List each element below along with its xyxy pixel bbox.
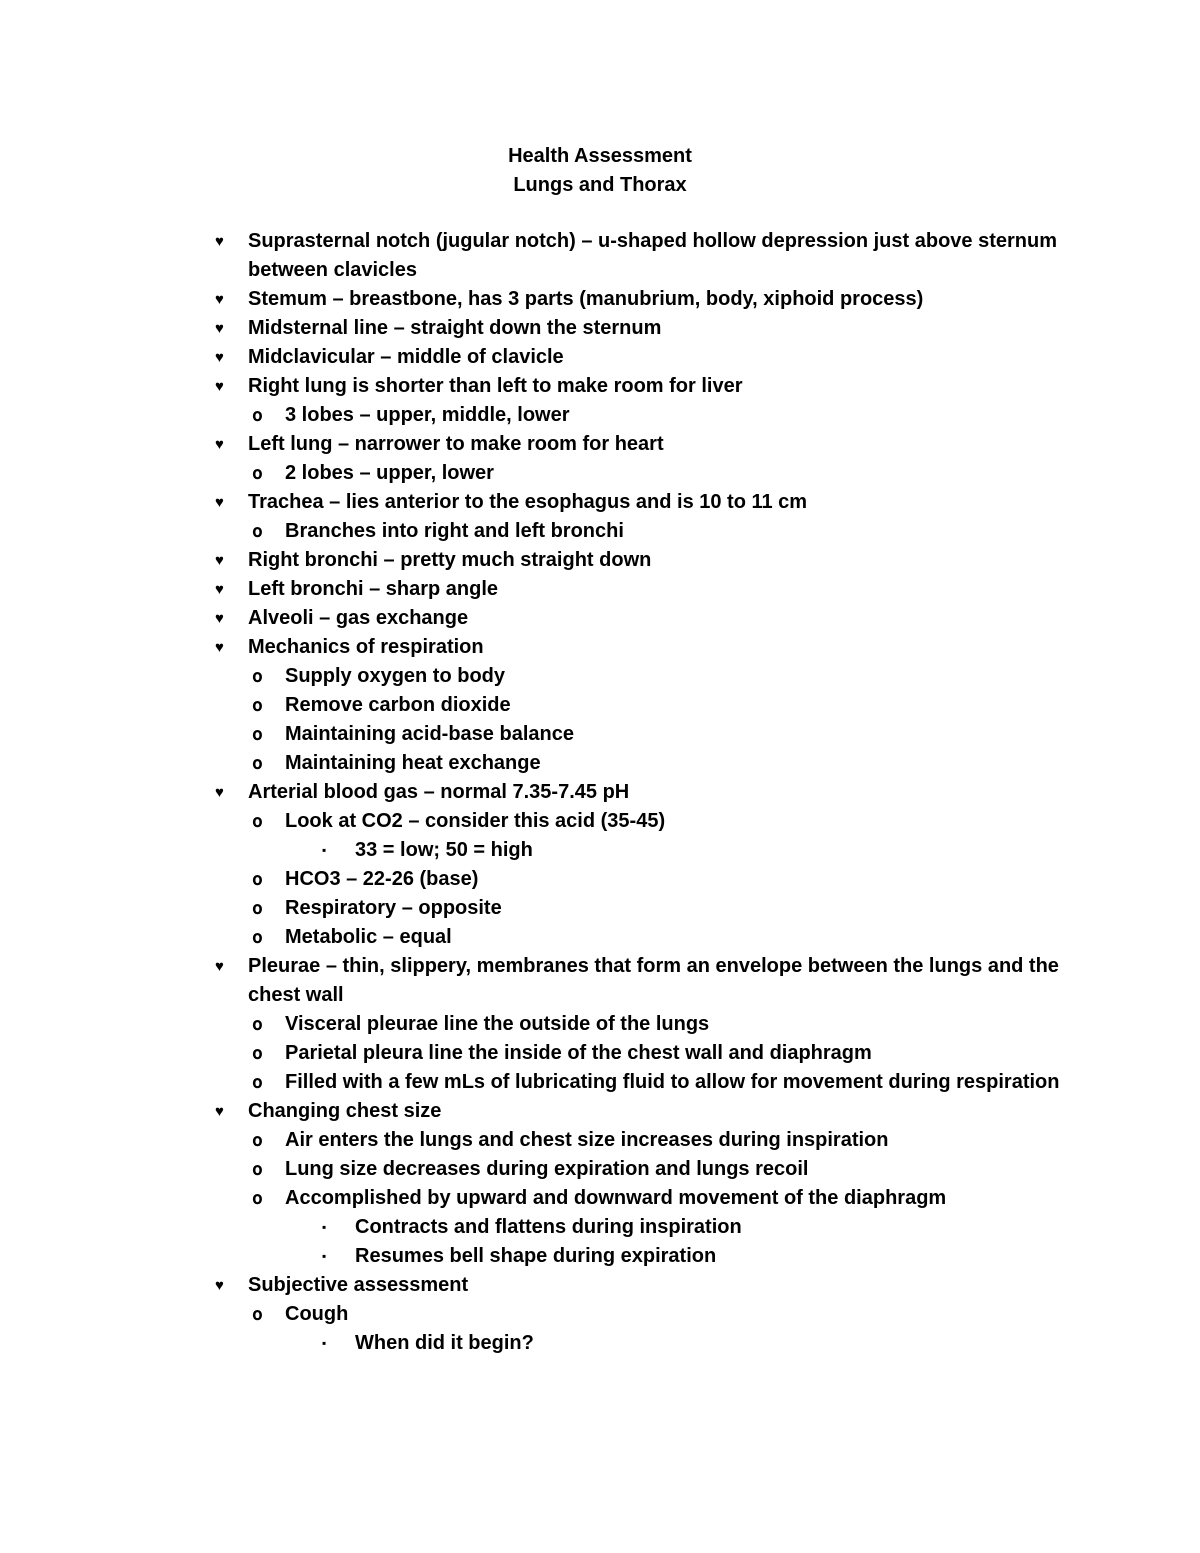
list-item [320,836,1060,865]
list-item-text: Pleurae – thin, slippery, membranes that form an envelope between the lungs and the chest wall [248,955,1059,1006]
heart-bullet-icon: ♥ [215,349,224,366]
list-item-text: Respiratory – opposite [285,897,502,919]
circle-bullet-icon: o [252,869,263,890]
list-item-text: 2 lobes – upper, lower [285,462,494,484]
list-item [320,1242,1060,1271]
circle-bullet-icon: o [252,1043,263,1064]
circle-bullet-icon: o [252,1014,263,1035]
circle-bullet-icon: o [252,1130,263,1151]
square-bullet-icon: ▪ [322,1249,327,1263]
list-item [320,1329,1060,1358]
list-item-text: When did it begin? [355,1332,534,1354]
heart-bullet-icon: ♥ [215,320,224,337]
list-item-text: Metabolic – equal [285,926,452,948]
list-item-text: 33 = low; 50 = high [355,839,533,861]
list-item [215,1271,1060,1300]
heart-bullet-icon: ♥ [215,639,224,656]
list-item-text: Accomplished by upward and downward movement of the diaphragm [285,1187,947,1209]
list-item [215,575,1060,604]
list-item-text: Arterial blood gas – normal 7.35-7.45 pH [248,781,630,803]
list-item [252,1155,1060,1184]
list-item-text: Lung size decreases during expiration and lungs recoil [285,1158,809,1180]
list-item-text: Visceral pleurae line the outside of the lungs [285,1013,710,1035]
list-item [215,778,1060,807]
list-item [252,401,1060,430]
list-item [252,749,1060,778]
list-item [215,343,1060,372]
heart-bullet-icon: ♥ [215,436,224,453]
circle-bullet-icon: o [252,1072,263,1093]
notes-list [215,227,1060,1358]
title-line-2: Lungs and Thorax [513,174,687,196]
list-item-text: Air enters the lungs and chest size increases during inspiration [285,1129,889,1151]
circle-bullet-icon: o [252,811,263,832]
list-item-text: Left lung – narrower to make room for heart [248,433,664,455]
circle-bullet-icon: o [252,1304,263,1325]
list-item [215,546,1060,575]
square-bullet-icon: ▪ [322,1336,327,1350]
list-item-text: Stemum – breastbone, has 3 parts (manubrium, body, xiphoid process) [248,288,924,310]
document-title [0,0,1200,200]
list-item-text: Look at CO2 – consider this acid (35-45) [285,810,666,832]
heart-bullet-icon: ♥ [215,581,224,598]
square-bullet-icon: ▪ [322,843,327,857]
list-item-text: Subjective assessment [248,1274,469,1296]
list-item [320,1213,1060,1242]
list-item-text: Maintaining heat exchange [285,752,541,774]
heart-bullet-icon: ♥ [215,233,224,250]
heart-bullet-icon: ♥ [215,552,224,569]
circle-bullet-icon: o [252,463,263,484]
list-item [252,1300,1060,1329]
list-item [215,952,1060,1010]
title-line-1: Health Assessment [508,145,692,167]
list-item [215,488,1060,517]
list-item [215,372,1060,401]
list-item-text: Cough [285,1303,349,1325]
heart-bullet-icon: ♥ [215,378,224,395]
list-item [215,314,1060,343]
list-item [252,517,1060,546]
square-bullet-icon: ▪ [322,1220,327,1234]
circle-bullet-icon: o [252,405,263,426]
list-item-text: HCO3 – 22-26 (base) [285,868,479,890]
circle-bullet-icon: o [252,1188,263,1209]
heart-bullet-icon: ♥ [215,1277,224,1294]
list-item-text: Left bronchi – sharp angle [248,578,499,600]
list-item-text: Maintaining acid-base balance [285,723,574,745]
list-item-text: Suprasternal notch (jugular notch) – u-shaped hollow depression just above sternum between clavicles [248,230,1057,281]
circle-bullet-icon: o [252,724,263,745]
list-item-text: 3 lobes – upper, middle, lower [285,404,570,426]
list-item-text: Alveoli – gas exchange [248,607,469,629]
list-item-text: Branches into right and left bronchi [285,520,624,542]
list-item-text: Remove carbon dioxide [285,694,511,716]
list-item [252,1010,1060,1039]
circle-bullet-icon: o [252,1159,263,1180]
list-item [215,285,1060,314]
list-item-text: Midclavicular – middle of clavicle [248,346,564,368]
list-item-text: Changing chest size [248,1100,442,1122]
list-item [215,227,1060,285]
list-item [252,720,1060,749]
list-item [252,1039,1060,1068]
list-item [252,894,1060,923]
list-item [215,604,1060,633]
list-item [252,691,1060,720]
list-item-text: Midsternal line – straight down the sternum [248,317,662,339]
list-item-text: Resumes bell shape during expiration [355,1245,717,1267]
circle-bullet-icon: o [252,521,263,542]
list-item-text: Supply oxygen to body [285,665,506,687]
list-item-text: Contracts and flattens during inspiration [355,1216,742,1238]
list-item-text: Right bronchi – pretty much straight down [248,549,652,571]
heart-bullet-icon: ♥ [215,784,224,801]
circle-bullet-icon: o [252,695,263,716]
heart-bullet-icon: ♥ [215,494,224,511]
list-item [252,1184,1060,1213]
list-item [215,430,1060,459]
list-item [252,807,1060,836]
list-item [215,633,1060,662]
heart-bullet-icon: ♥ [215,1103,224,1120]
list-item-text: Mechanics of respiration [248,636,484,658]
list-item [252,459,1060,488]
list-item-text: Parietal pleura line the inside of the chest wall and diaphragm [285,1042,872,1064]
circle-bullet-icon: o [252,753,263,774]
heart-bullet-icon: ♥ [215,610,224,627]
list-item [252,662,1060,691]
list-item-text: Filled with a few mLs of lubricating fluid to allow for movement during respiration [285,1071,1060,1093]
circle-bullet-icon: o [252,898,263,919]
circle-bullet-icon: o [252,666,263,687]
heart-bullet-icon: ♥ [215,291,224,308]
heart-bullet-icon: ♥ [215,958,224,975]
list-item [252,865,1060,894]
list-item [215,1097,1060,1126]
list-item [252,1126,1060,1155]
list-item [252,1068,1060,1097]
list-item [252,923,1060,952]
list-item-text: Trachea – lies anterior to the esophagus and is 10 to 11 cm [248,491,808,513]
list-item-text: Right lung is shorter than left to make room for liver [248,375,743,397]
circle-bullet-icon: o [252,927,263,948]
